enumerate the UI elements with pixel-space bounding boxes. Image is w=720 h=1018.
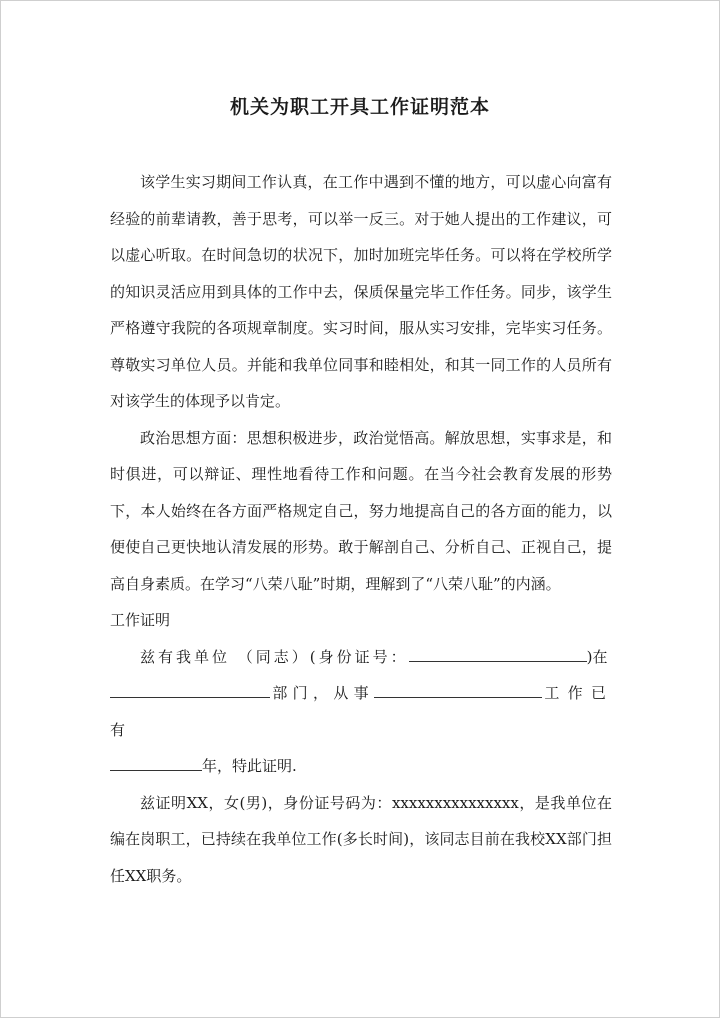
section-heading: 工作证明 bbox=[110, 611, 171, 629]
paragraph-political: 政治思想方面：思想积极进步，政治觉悟高。解放思想，实事求是，和时俱进，可以辩证、理性地看待工作和问题。在当今社会教育发展的形势下，本人始终在各方面严格规定自己，努力地提高自己的各方面的能力，以便使自己更快地认清发展的形势。敢于解剖自己、分析自己、正视自己，提高自身素质。在学习“八荣八耻”时期，理解到了“八荣八耻”的内涵。 bbox=[110, 428, 612, 593]
paragraph-internship: 该学生实习期间工作认真，在工作中遇到不懂的地方，可以虚心向富有经验的前辈请教，善于思考，可以举一反三。对于她人提出的工作建议，可以虚心听取。在时间急切的状况下，加时加班完毕任务。可以将在学校所学的知识灵活应用到具体的工作中去，保质保量完毕工作任务。同步，该学生严格遵守我院的各项规章制度。实习时间，服从实习安排，完毕实习任务。尊敬实习单位人员。并能和我单位同事和睦相处，和其一同工作的人员所有对该学生的体现予以肯定。 bbox=[110, 173, 612, 410]
certificate-form bbox=[110, 639, 612, 785]
department-blank[interactable] bbox=[110, 677, 270, 698]
id-number-blank[interactable] bbox=[409, 641, 587, 662]
form-text-5: 年，特此证明. bbox=[202, 757, 297, 775]
form-text-1: 兹有我单位 （同志）(身份证号： bbox=[140, 647, 409, 666]
document-body bbox=[110, 164, 612, 894]
form-text-2: )在 bbox=[586, 647, 608, 666]
paragraph-certification: 兹证明XX，女(男)，身份证号码为：xxxxxxxxxxxxxxx，是我单位在编在岗职工，已持续在我单位工作(多长时间)，该同志目前在我校XX部门担任XX职务。 bbox=[110, 793, 612, 885]
job-blank[interactable] bbox=[374, 677, 542, 698]
years-blank[interactable] bbox=[110, 750, 202, 771]
form-text-4: 工作已有 bbox=[110, 684, 612, 739]
form-text-3: 部门，从事 bbox=[270, 684, 374, 702]
document-title: 机关为职工开具工作证明范本 bbox=[229, 96, 490, 118]
